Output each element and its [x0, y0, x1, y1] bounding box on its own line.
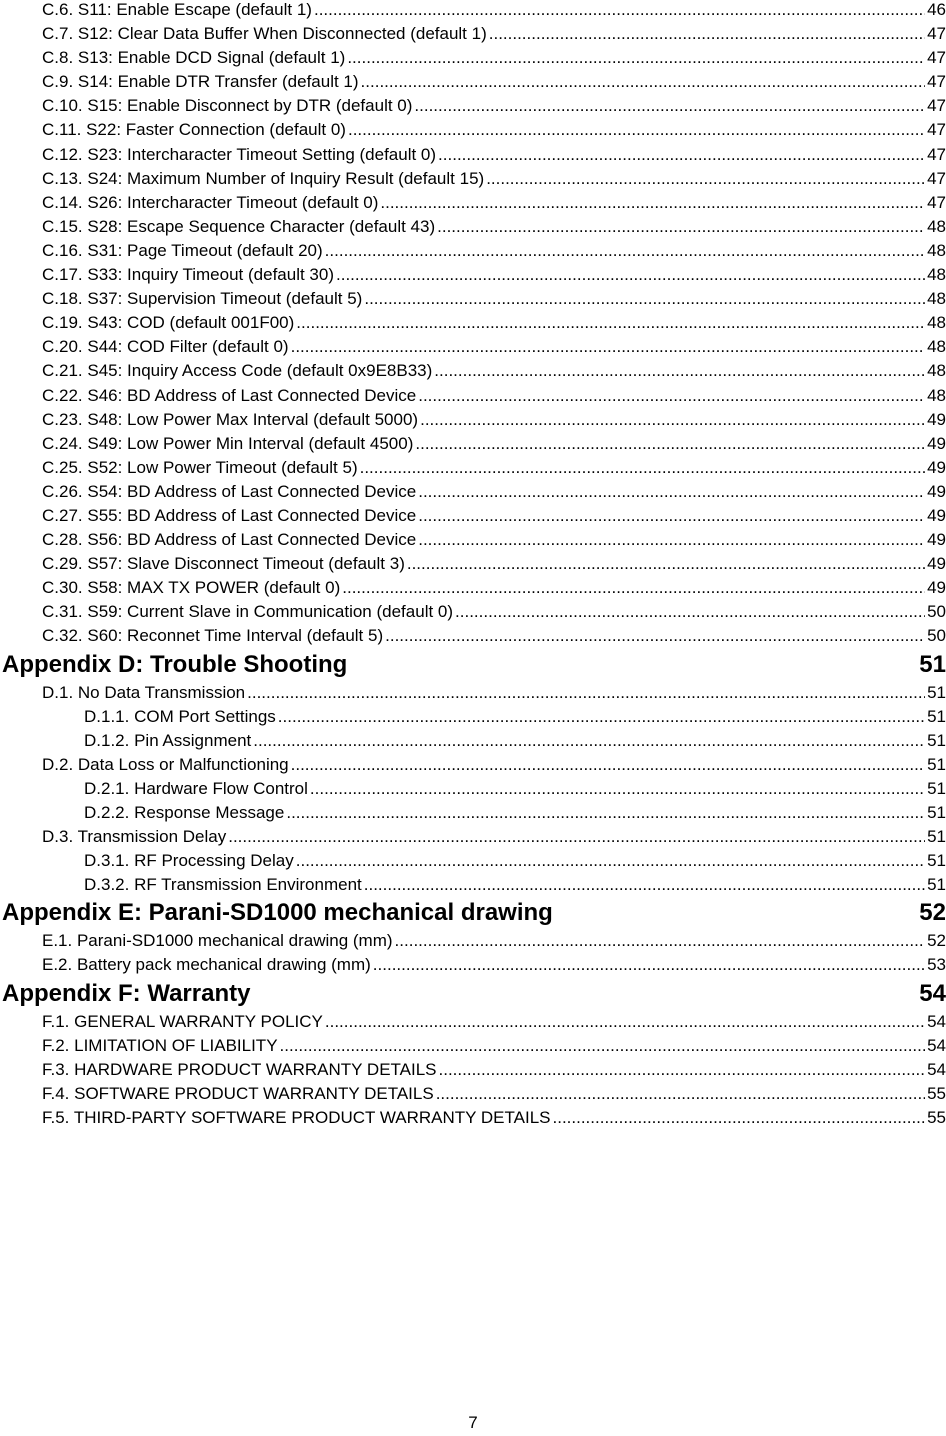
toc-entry-page: 51 — [927, 827, 946, 847]
dot-leader — [364, 289, 925, 309]
toc-entry-page: 48 — [927, 265, 946, 285]
toc-entry-title: C.9. S14: Enable DTR Transfer (default 1) — [42, 72, 359, 92]
dot-leader — [286, 803, 925, 823]
toc-entry-page: 48 — [927, 337, 946, 357]
toc-entry[interactable] — [0, 169, 946, 193]
toc-entry-page: 51 — [927, 778, 946, 798]
toc-entry-title: C.8. S13: Enable DCD Signal (default 1) — [42, 48, 346, 68]
toc-entry-page: 47 — [927, 96, 946, 116]
toc-entry-page: 50 — [927, 626, 946, 646]
toc-entry[interactable] — [0, 506, 946, 530]
toc-entry-title: C.26. S54: BD Address of Last Connected Device — [42, 481, 417, 501]
toc-entry[interactable] — [0, 0, 946, 24]
dot-leader — [418, 482, 925, 502]
toc-entry[interactable] — [0, 578, 946, 602]
toc-entry-page: 48 — [927, 361, 946, 381]
toc-entry[interactable] — [0, 241, 946, 265]
toc-entry-title: C.19. S43: COD (default 001F00) — [42, 313, 295, 333]
toc-entry-title: C.6. S11: Enable Escape (default 1) — [42, 0, 312, 19]
toc-entry-title: F.5. THIRD-PARTY SOFTWARE PRODUCT WARRANTY DETAILS — [42, 1107, 551, 1127]
dot-leader — [280, 1036, 926, 1056]
toc-entry[interactable] — [0, 386, 946, 410]
toc-entry-title: D.2. Data Loss or Malfunctioning — [42, 754, 289, 774]
dot-leader — [407, 554, 925, 574]
toc-entry[interactable] — [0, 875, 946, 899]
dot-leader — [310, 779, 925, 799]
toc-entry-page: 51 — [927, 851, 946, 871]
toc-section-heading[interactable] — [0, 899, 946, 931]
toc-entry-title: C.18. S37: Supervision Timeout (default 5) — [42, 289, 363, 309]
dot-leader — [348, 120, 925, 140]
toc-entry[interactable] — [0, 803, 946, 827]
toc-entry[interactable] — [0, 265, 946, 289]
toc-entry-title: E.2. Battery pack mechanical drawing (mm) — [42, 955, 371, 975]
toc-entry-title: D.1.1. COM Port Settings — [84, 706, 276, 726]
toc-entry-title: C.14. S26: Intercharacter Timeout (default 0) — [42, 192, 379, 212]
dot-leader — [253, 731, 925, 751]
toc-entry-page: 47 — [927, 48, 946, 68]
toc-entry-title: D.3. Transmission Delay — [42, 827, 227, 847]
toc-entry[interactable] — [0, 1084, 946, 1108]
toc-entry-title: C.22. S46: BD Address of Last Connected Device — [42, 385, 417, 405]
dot-leader — [486, 169, 925, 189]
dot-leader — [418, 386, 925, 406]
toc-entry[interactable] — [0, 482, 946, 506]
dot-leader — [373, 955, 925, 975]
toc-entry-title: Appendix F: Warranty — [2, 979, 251, 1007]
toc-entry-page: 53 — [927, 955, 946, 975]
toc-entry[interactable] — [0, 434, 946, 458]
toc-entry-title: C.17. S33: Inquiry Timeout (default 30) — [42, 265, 334, 285]
dot-leader — [296, 851, 925, 871]
toc-entry-title: C.25. S52: Low Power Timeout (default 5) — [42, 457, 358, 477]
toc-entry-title: E.1. Parani-SD1000 mechanical drawing (mm) — [42, 931, 393, 951]
toc-entry-title: D.3.2. RF Transmission Environment — [84, 875, 362, 895]
dot-leader — [434, 361, 925, 381]
toc-entry-page: 51 — [927, 706, 946, 726]
toc-entry[interactable] — [0, 1060, 946, 1084]
toc-entry-page: 46 — [927, 0, 946, 19]
toc-entry-page: 54 — [927, 1011, 946, 1031]
dot-leader — [325, 241, 925, 261]
toc-entry-page: 48 — [927, 313, 946, 333]
toc-entry-page: 54 — [919, 979, 946, 1007]
toc-entry[interactable] — [0, 683, 946, 707]
toc-entry[interactable] — [0, 530, 946, 554]
dot-leader — [436, 1084, 925, 1104]
toc-entry-title: C.20. S44: COD Filter (default 0) — [42, 337, 289, 357]
dot-leader — [385, 626, 925, 646]
toc-entry-page: 54 — [927, 1035, 946, 1055]
toc-entry-page: 48 — [927, 289, 946, 309]
dot-leader — [437, 217, 925, 237]
dot-leader — [553, 1108, 926, 1128]
toc-entry-page: 51 — [927, 754, 946, 774]
toc-entry-page: 50 — [927, 602, 946, 622]
dot-leader — [364, 875, 925, 895]
toc-section-heading[interactable] — [0, 651, 946, 683]
dot-leader — [296, 313, 925, 333]
toc-entry-page: 51 — [927, 875, 946, 895]
toc-entry[interactable] — [0, 554, 946, 578]
toc-entry[interactable] — [0, 289, 946, 313]
toc-entry-page: 55 — [927, 1083, 946, 1103]
toc-entry-page: 48 — [927, 385, 946, 405]
toc-entry-page: 47 — [927, 120, 946, 140]
toc-entry-title: C.13. S24: Maximum Number of Inquiry Result (default 15) — [42, 168, 485, 188]
toc-entry-title: D.1.2. Pin Assignment — [84, 730, 252, 750]
toc-entry-title: D.2.1. Hardware Flow Control — [84, 778, 308, 798]
toc-entry[interactable] — [0, 626, 946, 650]
toc-entry-title: C.27. S55: BD Address of Last Connected Device — [42, 505, 417, 525]
toc-entry[interactable] — [0, 72, 946, 96]
dot-leader — [438, 145, 925, 165]
dot-leader — [418, 530, 925, 550]
toc-entry[interactable] — [0, 851, 946, 875]
toc-entry[interactable] — [0, 755, 946, 779]
toc-entry-title: D.2.2. Response Message — [84, 803, 285, 822]
dot-leader — [420, 410, 925, 430]
toc-entry-title: F.1. GENERAL WARRANTY POLICY — [42, 1011, 323, 1031]
toc-entry-title: F.3. HARDWARE PRODUCT WARRANTY DETAILS — [42, 1059, 437, 1079]
toc-entry[interactable] — [0, 955, 946, 979]
dot-leader — [247, 683, 925, 703]
dot-leader — [291, 337, 925, 357]
toc-entry[interactable] — [0, 779, 946, 803]
toc-entry-page: 47 — [927, 72, 946, 92]
toc-entry-title: C.24. S49: Low Power Min Interval (default 4500) — [42, 433, 414, 453]
toc-entry[interactable] — [0, 458, 946, 482]
toc-entry[interactable] — [0, 337, 946, 361]
toc-entry-title: Appendix D: Trouble Shooting — [2, 650, 348, 678]
toc-entry-title: F.2. LIMITATION OF LIABILITY — [42, 1035, 278, 1055]
dot-leader — [342, 578, 925, 598]
toc-entry-page: 54 — [927, 1059, 946, 1079]
toc-entry-title: C.16. S31: Page Timeout (default 20) — [42, 240, 323, 260]
toc-entry-page: 49 — [927, 578, 946, 598]
toc-entry[interactable] — [0, 120, 946, 144]
toc-entry-title: C.10. S15: Enable Disconnect by DTR (default 0) — [42, 96, 413, 116]
dot-leader — [347, 48, 925, 68]
toc-entry[interactable] — [0, 1036, 946, 1060]
toc-entry-page: 52 — [919, 899, 946, 927]
toc-entry-title: C.7. S12: Clear Data Buffer When Disconnected (default 1) — [42, 24, 487, 44]
toc-entry-page: 52 — [927, 931, 946, 951]
dot-leader — [278, 707, 925, 727]
toc-entry-page: 49 — [927, 481, 946, 501]
toc-entry-title: F.4. SOFTWARE PRODUCT WARRANTY DETAILS — [42, 1083, 434, 1103]
toc-entry-title: Appendix E: Parani-SD1000 mechanical drawing — [2, 899, 553, 927]
toc-entry[interactable] — [0, 217, 946, 241]
toc-entry-page: 49 — [927, 433, 946, 453]
toc-entry[interactable] — [0, 1012, 946, 1036]
toc-entry-page: 49 — [927, 457, 946, 477]
dot-leader — [489, 24, 925, 44]
toc-entry-title: C.28. S56: BD Address of Last Connected Device — [42, 530, 417, 550]
toc-entry-title: D.1. No Data Transmission — [42, 682, 246, 702]
dot-leader — [361, 72, 926, 92]
dot-leader — [415, 434, 925, 454]
page-number: 7 — [468, 1413, 478, 1432]
toc-section-heading[interactable] — [0, 980, 946, 1012]
toc-entry-page: 49 — [927, 530, 946, 550]
dot-leader — [380, 193, 925, 213]
dot-leader — [455, 602, 925, 622]
toc-entry-page: 47 — [927, 168, 946, 188]
toc-entry-page: 47 — [927, 144, 946, 164]
toc-entry-title: C.12. S23: Intercharacter Timeout Setting (default 0) — [42, 144, 437, 164]
toc-entry-title: C.15. S28: Escape Sequence Character (default 43) — [42, 216, 436, 236]
dot-leader — [395, 931, 926, 951]
dot-leader — [228, 827, 925, 847]
toc-entry-page: 51 — [927, 682, 946, 702]
dot-leader — [418, 506, 925, 526]
dot-leader — [314, 0, 925, 20]
toc-entry[interactable] — [0, 145, 946, 169]
toc-entry-page: 51 — [919, 650, 946, 678]
dot-leader — [414, 96, 925, 116]
toc-entry[interactable] — [0, 410, 946, 434]
toc-entry-title: C.21. S45: Inquiry Access Code (default 0x9E8B33) — [42, 361, 433, 381]
toc-entry-page: 55 — [927, 1107, 946, 1127]
toc-entry-title: C.32. S60: Reconnet Time Interval (default 5) — [42, 626, 384, 646]
toc-entry-title: C.29. S57: Slave Disconnect Timeout (default 3) — [42, 554, 405, 574]
toc-entry[interactable] — [0, 313, 946, 337]
dot-leader — [439, 1060, 926, 1080]
toc-entry-page: 49 — [927, 505, 946, 525]
toc-entry-page: 47 — [927, 192, 946, 212]
dot-leader — [360, 458, 925, 478]
toc-entry-page: 48 — [927, 240, 946, 260]
toc-entry-title: D.3.1. RF Processing Delay — [84, 851, 294, 871]
toc-entry-page: 48 — [927, 216, 946, 236]
toc-entry[interactable] — [0, 361, 946, 385]
dot-leader — [291, 755, 925, 775]
toc-entry[interactable] — [0, 24, 946, 48]
toc-entry-page: 49 — [927, 409, 946, 429]
toc-entry[interactable] — [0, 731, 946, 755]
toc-entry-page: 51 — [927, 730, 946, 750]
toc-entry[interactable] — [0, 193, 946, 217]
toc-entry-title: C.11. S22: Faster Connection (default 0) — [42, 120, 346, 140]
dot-leader — [336, 265, 925, 285]
toc-entry-page: 47 — [927, 24, 946, 44]
toc-entry[interactable] — [0, 827, 946, 851]
toc-entry[interactable] — [0, 48, 946, 72]
toc-entry[interactable] — [0, 707, 946, 731]
dot-leader — [325, 1012, 925, 1032]
toc-entry-title: C.31. S59: Current Slave in Communication (default 0) — [42, 602, 454, 622]
toc-entry[interactable] — [0, 96, 946, 120]
toc-entry-title: C.30. S58: MAX TX POWER (default 0) — [42, 578, 341, 598]
toc-entry-title: C.23. S48: Low Power Max Interval (default 5000) — [42, 409, 419, 429]
toc-entry-page: 51 — [927, 803, 946, 822]
toc-entry[interactable] — [0, 931, 946, 955]
toc-entry[interactable] — [0, 1108, 946, 1132]
toc-entry[interactable] — [0, 602, 946, 626]
toc-entry-page: 49 — [927, 554, 946, 574]
